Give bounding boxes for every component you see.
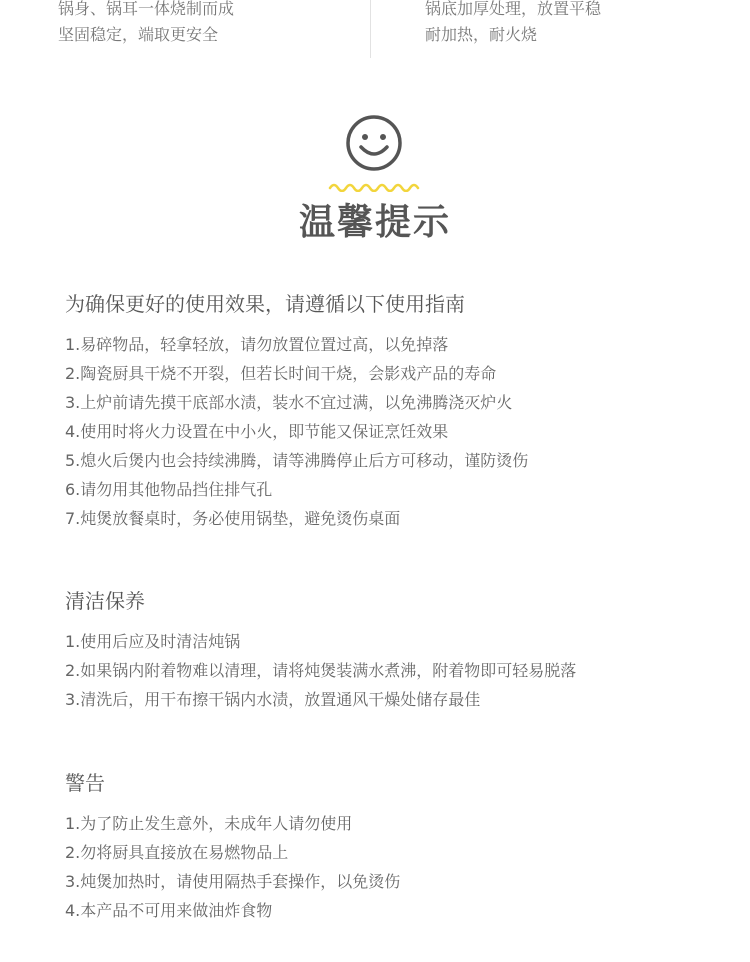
- cleaning-section: [65, 587, 725, 714]
- section-title: 为确保更好的使用效果，请遵循以下使用指南: [65, 292, 465, 316]
- list-item: 1.为了防止发生意外，未成年人请勿使用: [65, 814, 353, 833]
- feature-left-line: 锅身、锅耳一体烧制而成: [58, 0, 235, 18]
- feature-right-line: 锅底加厚处理，放置平稳: [425, 0, 602, 18]
- list-item: 1.使用后应及时清洁炖锅: [65, 632, 241, 651]
- feature-divider: [370, 0, 371, 58]
- usage-guide-section: [65, 290, 725, 533]
- feature-strip: [0, 0, 750, 60]
- list-item: 4.使用时将火力设置在中小火，即节能又保证烹饪效果: [65, 422, 449, 441]
- feature-right-line: 耐加热，耐火烧: [425, 25, 538, 44]
- list-item: 7.炖煲放餐桌时，务必使用锅垫，避免烫伤桌面: [65, 509, 401, 528]
- list-item: 2.如果锅内附着物难以清理，请将炖煲装满水煮沸，附着物即可轻易脱落: [65, 661, 577, 680]
- feature-left-line: 坚固稳定，端取更安全: [58, 25, 219, 44]
- warning-section: [65, 769, 725, 925]
- list-item: 2.勿将厨具直接放在易燃物品上: [65, 843, 289, 862]
- list-item: 5.熄火后煲内也会持续沸腾，请等沸腾停止后方可移动，谨防烫伤: [65, 451, 529, 470]
- list-item: 3.炖煲加热时，请使用隔热手套操作，以免烫伤: [65, 872, 401, 891]
- feature-right: [425, 0, 601, 48]
- list-item: 6.请勿用其他物品挡住排气孔: [65, 480, 273, 499]
- list-item: 1.易碎物品，轻拿轻放，请勿放置位置过高，以免掉落: [65, 335, 449, 354]
- wave-underline-icon: [328, 180, 420, 192]
- list-item: 2.陶瓷厨具干烧不开裂，但若长时间干烧，会影戏产品的寿命: [65, 364, 497, 383]
- cleaning-list: [65, 627, 725, 714]
- usage-guide-list: [65, 330, 725, 533]
- page-title: 温馨提示: [298, 202, 451, 243]
- warning-list: [65, 809, 725, 925]
- list-item: 3.上炉前请先摸干底部水渍，装水不宜过满，以免沸腾浇灭炉火: [65, 393, 513, 412]
- section-title: 警告: [65, 771, 105, 795]
- list-item: 4.本产品不可用来做油炸食物: [65, 901, 273, 920]
- smile-face-icon: [344, 113, 404, 173]
- feature-left: [58, 0, 234, 48]
- section-title: 清洁保养: [65, 589, 145, 613]
- list-item: 3.清洗后，用干布擦干锅内水渍，放置通风干燥处储存最佳: [65, 690, 481, 709]
